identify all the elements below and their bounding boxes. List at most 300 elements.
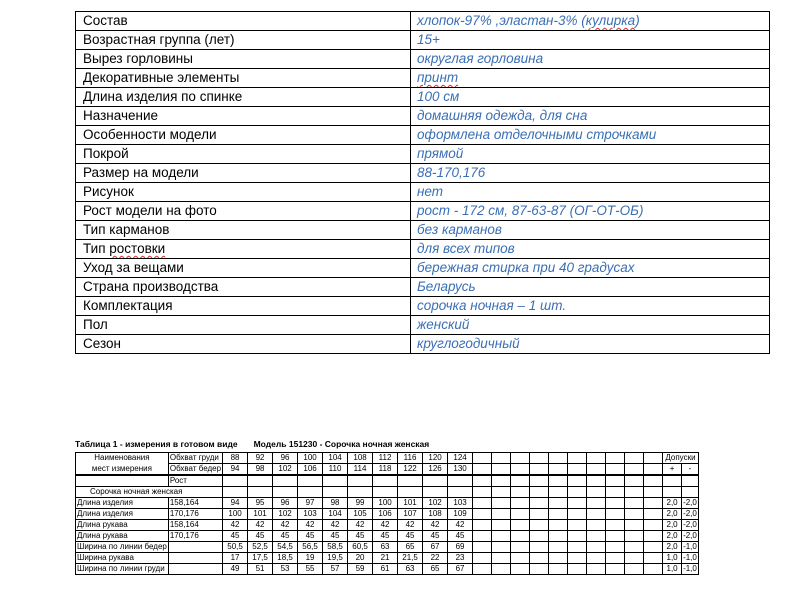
empty-cell	[549, 531, 568, 542]
measurement-row	[76, 498, 712, 509]
measure-value: 63	[373, 542, 398, 553]
empty-cell	[492, 487, 511, 498]
spec-row	[76, 221, 770, 240]
spec-value: 15+	[411, 31, 770, 50]
empty-cell	[473, 564, 492, 575]
spec-key: Рост модели на фото	[76, 202, 411, 221]
empty-cell	[606, 453, 625, 464]
measure-value: 19	[298, 553, 323, 564]
empty-cell	[644, 542, 663, 553]
empty-cell	[248, 475, 273, 487]
spec-key: Вырез горловины	[76, 50, 411, 69]
spec-row	[76, 316, 770, 335]
empty-cell	[606, 509, 625, 520]
measure-value: 57	[323, 564, 348, 575]
spec-row	[76, 126, 770, 145]
spec-value: бережная стирка при 40 градусах	[411, 259, 770, 278]
section-row	[76, 487, 712, 498]
spellcheck-word: принт	[417, 70, 459, 85]
measure-name: Длина изделия	[76, 509, 169, 520]
spec-value: Беларусь	[411, 278, 770, 297]
empty-cell	[511, 475, 530, 487]
measure-height: 158,164	[168, 520, 222, 531]
hip-size: 102	[273, 464, 298, 476]
tolerance-plus-value: 2,0	[663, 509, 682, 520]
chest-size: 112	[373, 453, 398, 464]
spec-key: Возрастная группа (лет)	[76, 31, 411, 50]
spec-key: Назначение	[76, 107, 411, 126]
empty-cell	[568, 531, 587, 542]
spec-value: нет	[411, 183, 770, 202]
measure-value: 101	[248, 509, 273, 520]
height-label-row	[76, 475, 712, 487]
spec-value: 100 см	[411, 88, 770, 107]
empty-cell	[644, 509, 663, 520]
measure-name: Ширина по линии бедер	[77, 542, 167, 551]
empty-cell	[248, 487, 273, 498]
empty-cell	[625, 542, 644, 553]
empty-cell	[473, 520, 492, 531]
measurement-row	[76, 509, 712, 520]
empty-cell	[625, 487, 644, 498]
hip-size: 122	[398, 464, 423, 476]
empty-cell	[625, 564, 644, 575]
spec-value: женский	[411, 316, 770, 335]
empty-cell	[398, 487, 423, 498]
empty-cell	[663, 487, 682, 498]
tolerance-minus-value: -1,0	[683, 564, 697, 573]
spec-key: Тип карманов	[76, 221, 411, 240]
measure-value: 42	[298, 520, 323, 531]
measure-value: 100	[223, 509, 248, 520]
hip-size: 118	[373, 464, 398, 476]
empty-cell	[473, 553, 492, 564]
empty-cell	[682, 475, 699, 487]
measure-value: 42	[423, 520, 448, 531]
empty-cell	[587, 520, 606, 531]
empty-cell	[587, 531, 606, 542]
empty-cell	[492, 553, 511, 564]
measure-value: 63	[398, 564, 423, 575]
height-label: Рост	[168, 475, 222, 487]
measure-value: 55	[298, 564, 323, 575]
tolerance-plus-value: 2,0	[663, 531, 682, 542]
empty-cell	[644, 553, 663, 564]
empty-cell	[606, 531, 625, 542]
empty-cell	[511, 520, 530, 531]
measure-value: 42	[248, 520, 273, 531]
measure-value: 65	[398, 542, 423, 553]
measure-value: 49	[223, 564, 248, 575]
spec-key: Рисунок	[76, 183, 411, 202]
empty-cell	[530, 487, 549, 498]
empty-cell	[587, 475, 606, 487]
measurement-row	[76, 542, 712, 553]
empty-cell	[549, 487, 568, 498]
empty-cell	[606, 520, 625, 531]
spec-row	[76, 31, 770, 50]
measure-value: 102	[273, 509, 298, 520]
product-spec-table	[75, 11, 770, 354]
empty-cell	[606, 553, 625, 564]
empty-cell	[348, 487, 373, 498]
empty-cell	[549, 564, 568, 575]
empty-cell	[549, 542, 568, 553]
empty-cell	[473, 464, 492, 476]
measure-value: 42	[373, 520, 398, 531]
spec-row	[76, 69, 770, 88]
chest-size: 96	[273, 453, 298, 464]
empty-cell	[530, 564, 549, 575]
spec-value: прямой	[411, 145, 770, 164]
spec-value: 88-170,176	[411, 164, 770, 183]
measure-height	[168, 553, 222, 564]
measurement-row	[76, 564, 712, 575]
empty-cell	[473, 475, 492, 487]
empty-cell	[644, 464, 663, 476]
measure-value: 94	[223, 498, 248, 509]
measure-height	[168, 542, 222, 553]
spellcheck-word: ростовки	[109, 241, 166, 256]
empty-cell	[625, 520, 644, 531]
empty-cell	[625, 553, 644, 564]
empty-cell	[530, 498, 549, 509]
spec-row	[76, 107, 770, 126]
empty-cell	[606, 564, 625, 575]
measure-value: 109	[448, 509, 473, 520]
spec-row	[76, 278, 770, 297]
measure-name: Длина изделия	[76, 498, 169, 509]
spec-value: оформлена отделочными строчками	[411, 126, 770, 145]
chest-size: 108	[348, 453, 373, 464]
hip-label: Обхват бедер	[169, 464, 222, 473]
empty-cell	[568, 520, 587, 531]
empty-cell	[606, 498, 625, 509]
chest-size: 92	[248, 453, 273, 464]
chest-label: Обхват груди	[168, 453, 222, 464]
measure-value: 96	[273, 498, 298, 509]
empty-cell	[492, 475, 511, 487]
measure-value: 45	[348, 531, 373, 542]
spec-row	[76, 259, 770, 278]
measure-value: 67	[423, 542, 448, 553]
empty-cell	[298, 487, 323, 498]
empty-cell	[473, 531, 492, 542]
empty-cell	[568, 509, 587, 520]
spellcheck-word: кулирка	[585, 13, 636, 28]
measure-name: Ширина по линии груди	[76, 564, 169, 575]
empty-cell	[625, 509, 644, 520]
spec-row	[76, 335, 770, 354]
measure-value: 58,5	[323, 542, 348, 553]
tolerance-minus-value: -2,0	[683, 520, 697, 529]
empty-cell	[511, 509, 530, 520]
empty-cell	[606, 542, 625, 553]
spec-value: домашняя одежда, для сна	[411, 107, 770, 126]
empty-cell	[568, 564, 587, 575]
measure-value: 17	[223, 553, 248, 564]
measurement-row	[76, 520, 712, 531]
spec-value: хлопок-97% ,эластан-3% (кулирка)	[411, 12, 770, 31]
empty-cell	[492, 453, 511, 464]
measure-value: 103	[448, 498, 473, 509]
empty-cell	[682, 487, 699, 498]
measure-value: 17,5	[248, 553, 273, 564]
empty-cell	[606, 475, 625, 487]
spec-value: рост - 172 см, 87-63-87 (ОГ-ОТ-ОБ)	[411, 202, 770, 221]
empty-cell	[473, 453, 492, 464]
measure-value: 45	[323, 531, 348, 542]
spec-value: без карманов	[411, 221, 770, 240]
empty-cell	[492, 564, 511, 575]
spec-value: округлая горловина	[411, 50, 770, 69]
header-label: Наименования	[76, 453, 169, 464]
section-label: Сорочка ночная женская	[76, 487, 223, 498]
measure-value: 95	[248, 498, 273, 509]
empty-cell	[530, 542, 549, 553]
empty-cell	[76, 475, 169, 487]
measure-value: 52,5	[248, 542, 273, 553]
empty-cell	[511, 564, 530, 575]
empty-cell	[568, 542, 587, 553]
chest-size: 116	[398, 453, 423, 464]
header-label: мест измерения	[76, 464, 169, 476]
empty-cell	[223, 475, 248, 487]
empty-cell	[663, 475, 682, 487]
chest-size: 120	[423, 453, 448, 464]
empty-cell	[473, 487, 492, 498]
spec-value: круглогодичный	[411, 335, 770, 354]
measure-value: 42	[448, 520, 473, 531]
model-caption: Модель 151230 - Сорочка ночная женская	[253, 439, 430, 449]
measure-value: 107	[398, 509, 423, 520]
empty-cell	[492, 520, 511, 531]
spec-row	[76, 240, 770, 259]
empty-cell	[423, 487, 448, 498]
spec-row	[76, 12, 770, 31]
empty-cell	[549, 520, 568, 531]
header-row	[76, 464, 712, 476]
empty-cell	[492, 531, 511, 542]
empty-cell	[549, 453, 568, 464]
tolerance-minus: -	[682, 464, 699, 476]
measurement-row	[76, 531, 712, 542]
empty-cell	[587, 564, 606, 575]
measure-name: Длина рукава	[76, 520, 169, 531]
empty-cell	[273, 487, 298, 498]
empty-cell	[549, 553, 568, 564]
hip-size: 106	[298, 464, 323, 476]
tolerance-minus-value: -1,0	[683, 553, 697, 562]
empty-cell	[511, 542, 530, 553]
empty-cell	[568, 453, 587, 464]
spec-row	[76, 202, 770, 221]
measure-value: 45	[423, 531, 448, 542]
spec-key: Состав	[76, 12, 411, 31]
empty-cell	[568, 464, 587, 476]
empty-cell	[530, 520, 549, 531]
empty-cell	[549, 464, 568, 476]
empty-cell	[644, 475, 663, 487]
empty-cell	[473, 498, 492, 509]
empty-cell	[223, 487, 248, 498]
empty-cell	[492, 542, 511, 553]
measure-value: 104	[323, 509, 348, 520]
measure-value: 42	[348, 520, 373, 531]
spec-key: Комплектация	[76, 297, 411, 316]
hip-size: 110	[323, 464, 348, 476]
empty-cell	[511, 498, 530, 509]
hip-size: 126	[423, 464, 448, 476]
empty-cell	[492, 498, 511, 509]
measure-value: 108	[423, 509, 448, 520]
measure-value: 45	[298, 531, 323, 542]
measure-value: 98	[323, 498, 348, 509]
empty-cell	[511, 453, 530, 464]
empty-cell	[625, 498, 644, 509]
spec-key: Покрой	[76, 145, 411, 164]
tolerance-plus-value: 2,0	[663, 498, 682, 509]
measure-value: 21	[373, 553, 398, 564]
tolerance-plus-value: 2,0	[663, 542, 682, 553]
empty-cell	[549, 498, 568, 509]
empty-cell	[473, 509, 492, 520]
spec-key: Сезон	[76, 335, 411, 354]
empty-cell	[568, 553, 587, 564]
spec-row	[76, 183, 770, 202]
empty-cell	[298, 475, 323, 487]
hip-size: 94	[223, 464, 248, 476]
empty-cell	[530, 475, 549, 487]
measure-value: 45	[448, 531, 473, 542]
measure-name: Ширина рукава	[76, 553, 169, 564]
measure-value: 51	[248, 564, 273, 575]
measurements-title	[75, 439, 429, 449]
hip-size: 98	[248, 464, 273, 476]
empty-cell	[511, 531, 530, 542]
empty-cell	[587, 453, 606, 464]
empty-cell	[606, 487, 625, 498]
empty-cell	[511, 553, 530, 564]
measure-value: 105	[348, 509, 373, 520]
empty-cell	[448, 475, 473, 487]
empty-cell	[568, 487, 587, 498]
empty-cell	[549, 509, 568, 520]
measurement-row	[76, 553, 712, 564]
empty-cell	[511, 487, 530, 498]
tolerance-plus-value: 2,0	[663, 520, 682, 531]
tolerance-label: Допуски	[663, 453, 699, 464]
empty-cell	[473, 542, 492, 553]
empty-cell	[448, 487, 473, 498]
measure-value: 23	[448, 553, 473, 564]
measure-value: 99	[348, 498, 373, 509]
measure-value: 42	[223, 520, 248, 531]
measure-value: 45	[248, 531, 273, 542]
tolerance-plus-value: 1,0	[663, 553, 682, 564]
empty-cell	[644, 520, 663, 531]
empty-cell	[511, 464, 530, 476]
header-row	[76, 453, 712, 464]
measure-value: 21,5	[398, 553, 423, 564]
spec-key: Особенности модели	[76, 126, 411, 145]
measure-value: 61	[373, 564, 398, 575]
measure-name: Длина рукава	[76, 531, 169, 542]
spec-value: для всех типов	[411, 240, 770, 259]
tolerance-plus: +	[663, 464, 682, 476]
empty-cell	[549, 475, 568, 487]
measure-value: 42	[273, 520, 298, 531]
tolerance-minus-value: -2,0	[683, 531, 697, 540]
spec-row	[76, 88, 770, 107]
empty-cell	[530, 553, 549, 564]
measure-value: 101	[398, 498, 423, 509]
empty-cell	[492, 464, 511, 476]
measure-value: 65	[423, 564, 448, 575]
empty-cell	[587, 498, 606, 509]
hip-size: 114	[348, 464, 373, 476]
hip-size: 130	[448, 464, 473, 476]
empty-cell	[530, 464, 549, 476]
measure-value: 50,5	[223, 542, 248, 553]
empty-cell	[373, 475, 398, 487]
measure-height: 170,176	[168, 509, 222, 520]
measure-height	[168, 564, 222, 575]
empty-cell	[644, 564, 663, 575]
chest-size: 100	[298, 453, 323, 464]
empty-cell	[587, 464, 606, 476]
measure-value: 45	[273, 531, 298, 542]
empty-cell	[568, 475, 587, 487]
measure-value: 53	[273, 564, 298, 575]
chest-size: 124	[448, 453, 473, 464]
empty-cell	[273, 475, 298, 487]
empty-cell	[644, 453, 663, 464]
chest-size: 104	[323, 453, 348, 464]
spec-key: Тип ростовки	[76, 240, 411, 259]
empty-cell	[568, 498, 587, 509]
measure-value: 20	[348, 553, 373, 564]
measure-value: 45	[373, 531, 398, 542]
spec-row	[76, 145, 770, 164]
spec-key: Уход за вещами	[76, 259, 411, 278]
empty-cell	[492, 509, 511, 520]
spec-value	[411, 69, 770, 88]
spec-key: Страна производства	[76, 278, 411, 297]
empty-cell	[625, 464, 644, 476]
empty-cell	[587, 487, 606, 498]
spec-key: Длина изделия по спинке	[76, 88, 411, 107]
chest-size: 88	[223, 453, 248, 464]
tolerance-minus-value: -1,0	[683, 542, 697, 551]
measure-value: 100	[373, 498, 398, 509]
spec-row	[76, 164, 770, 183]
measure-value: 102	[423, 498, 448, 509]
measure-value: 42	[323, 520, 348, 531]
measure-value: 97	[298, 498, 323, 509]
empty-cell	[625, 475, 644, 487]
measure-value: 69	[448, 542, 473, 553]
empty-cell	[587, 553, 606, 564]
spec-row	[76, 50, 770, 69]
measure-value: 45	[223, 531, 248, 542]
tolerance-minus-value: -2,0	[683, 498, 697, 507]
tolerance-plus-value: 1,0	[663, 564, 682, 575]
table-caption: Таблица 1 - измерения в готовом виде	[75, 439, 238, 449]
empty-cell	[530, 531, 549, 542]
empty-cell	[644, 487, 663, 498]
empty-cell	[587, 542, 606, 553]
